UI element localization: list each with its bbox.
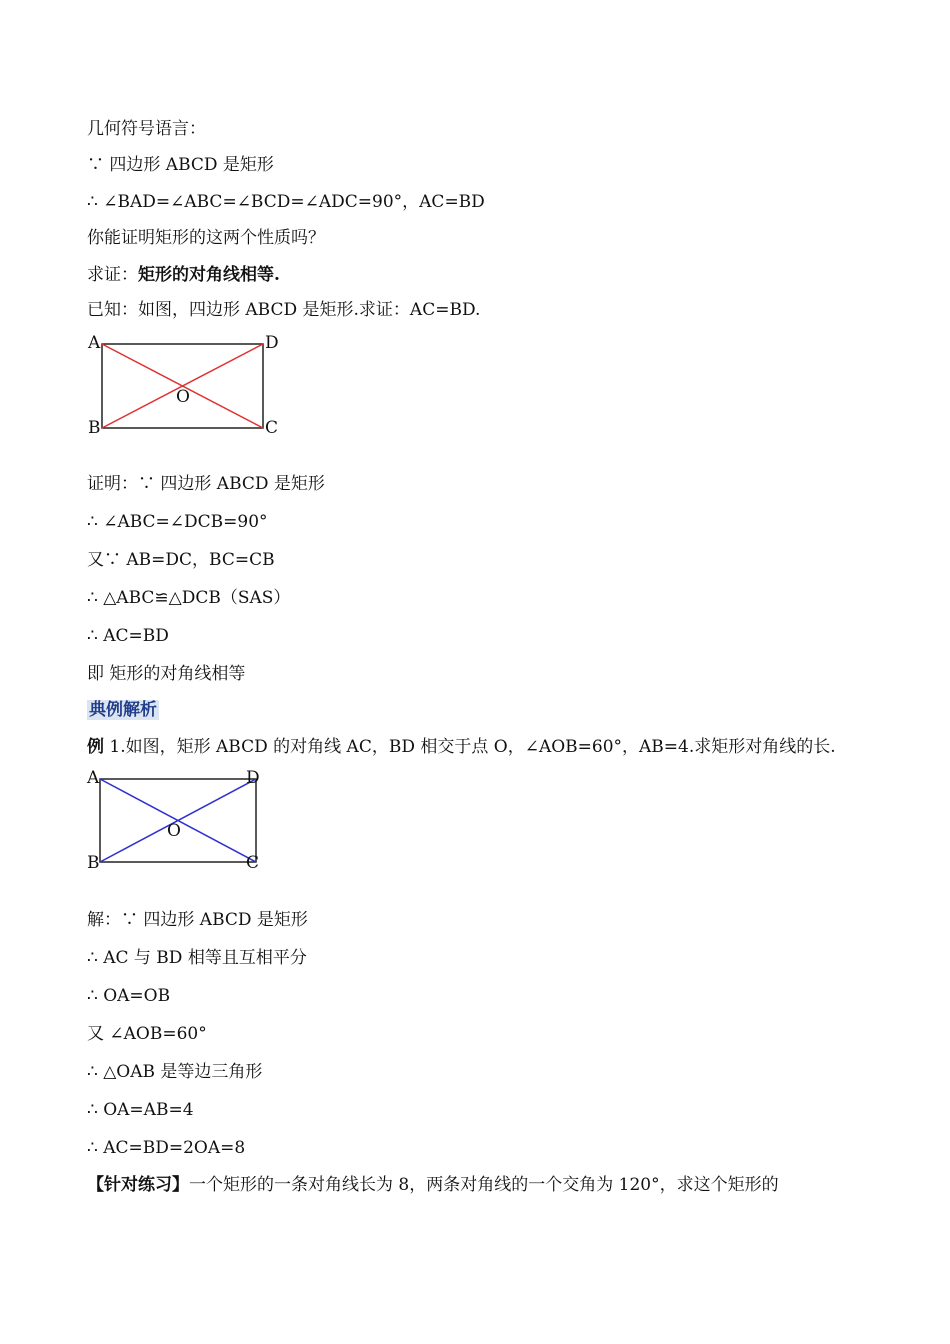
- therefore-line: ∴ ∠BAD=∠ABC=∠BCD=∠ADC=90°，AC=BD: [87, 192, 485, 212]
- proof-line: ∴ ∠ABC=∠DCB=90°: [87, 512, 268, 532]
- given-line: 已知：如图，四边形 ABCD 是矩形.求证：AC=BD.: [87, 300, 481, 320]
- section-title: 典例解析: [89, 700, 157, 720]
- example-text: 1.如图，矩形 ABCD 的对角线 AC，BD 相交于点 O，∠AOB=60°，AB=4.求矩形对角线的长.: [104, 737, 836, 757]
- solution-line: 又 ∠AOB=60°: [87, 1024, 207, 1044]
- vertex-label-c: C: [246, 853, 260, 873]
- vertex-label-b: B: [88, 418, 101, 438]
- proof-line: ∴ △ABC≌△DCB（SAS）: [87, 588, 291, 608]
- center-label-o: O: [176, 387, 190, 407]
- proof-line: ∴ AC=BD: [87, 626, 169, 646]
- proof-line: 证明：∵ 四边形 ABCD 是矩形: [87, 474, 325, 494]
- symbolic-heading: 几何符号语言：: [87, 119, 206, 139]
- vertex-label-a: A: [88, 333, 101, 353]
- solution-line: ∴ AC=BD=2OA=8: [87, 1138, 246, 1158]
- prove-statement: 矩形的对角线相等.: [138, 265, 280, 285]
- prove-line: [87, 263, 280, 287]
- practice-text: 一个矩形的一条对角线长为 8，两条对角线的一个交角为 120°，求这个矩形的: [189, 1175, 779, 1195]
- solution-line: ∴ △OAB 是等边三角形: [87, 1062, 263, 1082]
- vertex-label-a: A: [87, 768, 100, 788]
- solution-line: ∴ OA=AB=4: [87, 1100, 194, 1120]
- vertex-label-d: D: [265, 333, 279, 353]
- solution-line: ∴ AC 与 BD 相等且互相平分: [87, 948, 307, 968]
- rectangle-figure-2: [85, 765, 270, 875]
- vertex-label-b: B: [87, 853, 100, 873]
- practice-line: [87, 1173, 779, 1197]
- proof-line: 又∵ AB=DC，BC=CB: [87, 550, 275, 570]
- solution-line: ∴ OA=OB: [87, 986, 171, 1006]
- vertex-label-d: D: [246, 768, 260, 788]
- question-line: 你能证明矩形的这两个性质吗？: [87, 228, 325, 248]
- rectangle-figure-1: [85, 330, 285, 440]
- proof-line: 即 矩形的对角线相等: [87, 664, 246, 684]
- section-title-wrapper: [87, 698, 159, 722]
- prove-label: 求证：: [87, 265, 138, 285]
- because-line: ∵ 四边形 ABCD 是矩形: [87, 155, 274, 175]
- practice-label: 【针对练习】: [87, 1175, 189, 1195]
- example-line: [87, 735, 836, 759]
- vertex-label-c: C: [265, 418, 279, 438]
- example-label: 例: [87, 737, 104, 757]
- solution-line: 解：∵ 四边形 ABCD 是矩形: [87, 910, 308, 930]
- center-label-o: O: [167, 821, 181, 841]
